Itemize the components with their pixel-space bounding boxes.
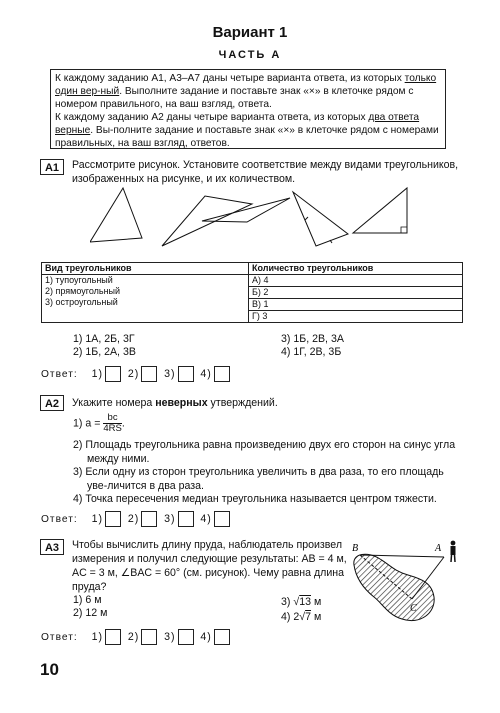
a3-opt3-radicand: 13 — [299, 596, 311, 608]
page-number: 10 — [40, 660, 59, 679]
a3-answer-box-3[interactable] — [178, 629, 194, 645]
a1-option-4: 4) 1Г, 2В, 3Б — [281, 346, 342, 358]
a1-option-2: 2) 1Б, 2А, 3В — [73, 346, 136, 358]
table-type-3: 3) остроугольный — [45, 297, 118, 307]
answer-num-3: 3) — [164, 631, 176, 643]
instr-p2-text: К каждому заданию А2 даны четыре варианта ответа, из которых — [55, 112, 369, 123]
a2-item-3: 3) Если одну из сторон треугольника увеличить в два раза, то его площадь уве-личится в два раза. — [73, 466, 444, 492]
a1-answer-box-3[interactable] — [178, 366, 194, 382]
answer-num-4: 4) — [200, 631, 212, 643]
a2-text-end: утверждений. — [207, 397, 278, 409]
a1-option-1: 1) 1А, 2Б, 3Г — [73, 333, 135, 345]
answer-num-1: 1) — [91, 513, 103, 525]
a3-answer-row — [41, 629, 233, 645]
table-type-1: 1) тупоугольный — [45, 275, 113, 285]
task-a1-label: А1 — [40, 159, 64, 175]
instructions-paragraph-1 — [55, 72, 441, 111]
fraction-denominator: 4RS — [103, 423, 122, 434]
table-type-2: 2) прямоугольный — [45, 286, 121, 296]
triangles-figure — [90, 184, 410, 252]
a2-item-1 — [73, 413, 125, 434]
triangles-table — [41, 262, 463, 323]
a2-item1-suffix: . — [121, 417, 125, 430]
a3-answer-box-4[interactable] — [214, 629, 230, 645]
a2-answer-box-2[interactable] — [141, 511, 157, 527]
point-label-b: B — [352, 543, 359, 554]
answer-num-4: 4) — [200, 513, 212, 525]
a1-answer-box-4[interactable] — [214, 366, 230, 382]
instr-p2-underlined: два ответа верные — [55, 112, 420, 136]
pond-figure — [350, 535, 462, 637]
a2-item1-fraction — [103, 413, 121, 434]
answer-num-2: 2) — [127, 368, 140, 380]
table-types-cell — [42, 275, 249, 323]
a3-opt4-prefix: 4) 2 — [281, 611, 300, 623]
instr-p2-text-end: . Вы-полните задание и поставьте знак «×» в клеточке рядом с номерами правильных, на ваш взгляд, ответов. — [55, 125, 439, 149]
answer-num-1: 1) — [91, 631, 103, 643]
instructions-box — [50, 69, 446, 149]
a3-option-3: 3) √13 м — [281, 596, 322, 608]
instr-p1-text-end: . Выполните задание и поставьте знак «×» в клеточке рядом с номером правильного, на ваш взгляд, ответа. — [55, 86, 414, 110]
a2-text-start: Укажите номера — [72, 397, 156, 409]
table-count-b: Б) 2 — [249, 287, 463, 299]
answer-num-2: 2) — [127, 513, 140, 525]
point-label-c: C — [410, 603, 417, 614]
part-title: ЧАСТЬ А — [218, 49, 282, 61]
a3-answer-box-2[interactable] — [141, 629, 157, 645]
a1-option-3: 3) 1Б, 2В, 3А — [281, 333, 344, 345]
triangle-obtuse-2 — [202, 198, 290, 222]
a1-answer-row — [41, 366, 233, 382]
a2-item1-prefix: 1) a = — [73, 417, 104, 430]
a3-answer-box-1[interactable] — [105, 629, 121, 645]
a2-answer-row — [41, 511, 233, 527]
task-a1-text: Рассмотрите рисунок. Установите соответствие между видами треугольников, изображенных на рисунке, и их количеством. — [72, 159, 459, 185]
instr-p1-underlined: только один вер-ный — [55, 73, 437, 97]
observer-icon — [451, 541, 456, 562]
task-a3-label: А3 — [40, 539, 64, 555]
triangle-right — [353, 188, 407, 233]
table-header-type: Вид треугольников — [42, 263, 249, 275]
table-count-a: А) 4 — [249, 275, 463, 287]
instructions-paragraph-2 — [55, 111, 441, 150]
answer-label: Ответ: — [41, 513, 78, 525]
a3-opt3-prefix: 3) — [281, 596, 294, 608]
table-header-count: Количество треугольников — [249, 263, 463, 275]
a3-option-2: 2) 12 м — [73, 607, 108, 619]
table-count-c: В) 1 — [249, 299, 463, 311]
table-count-d: Г) 3 — [249, 311, 463, 323]
a1-answer-box-2[interactable] — [141, 366, 157, 382]
task-a3-text: Чтобы вычислить длину пруда, наблюдатель произвел измерения и получил следующие результаты: AB = 4 м, AC = 3 м, ∠BAC = 60° (см. рисунок). Чему равна длина пруда? — [72, 539, 347, 593]
a2-text-bold: неверных — [155, 397, 208, 409]
a1-answer-box-1[interactable] — [105, 366, 121, 382]
a2-item-2: 2) Площадь треугольника равна произведению двух его сторон на синус угла между ними. — [73, 439, 456, 465]
variant-title: Вариант 1 — [212, 24, 288, 41]
instr-p1-text: К каждому заданию А1, А3–А7 даны четыре варианта ответа, из которых — [55, 73, 405, 84]
triangle-obtuse-3 — [293, 192, 348, 246]
answer-num-3: 3) — [164, 513, 176, 525]
a3-option-4: 4) 2√7 м — [281, 611, 322, 623]
point-label-a: A — [435, 543, 442, 554]
answer-label: Ответ: — [41, 368, 78, 380]
answer-label: Ответ: — [41, 631, 78, 643]
a3-option-1: 1) 6 м — [73, 594, 102, 606]
a2-answer-box-4[interactable] — [214, 511, 230, 527]
answer-num-1: 1) — [91, 368, 103, 380]
answer-num-3: 3) — [164, 368, 176, 380]
pond-shape — [354, 554, 434, 620]
a3-opt4-suffix: м — [311, 611, 322, 623]
a2-item-4: 4) Точка пересечения медиан треугольника называется центром тяжести. — [73, 493, 437, 505]
fraction-numerator: bc — [103, 413, 121, 424]
a2-answer-box-3[interactable] — [178, 511, 194, 527]
triangle-acute — [90, 188, 142, 242]
task-a2-text — [72, 396, 278, 410]
a3-opt3-suffix: м — [311, 596, 322, 608]
task-a2-label: А2 — [40, 395, 64, 411]
answer-num-4: 4) — [200, 368, 212, 380]
answer-num-2: 2) — [127, 631, 140, 643]
a3-opt4-radicand: 7 — [305, 611, 311, 623]
a2-answer-box-1[interactable] — [105, 511, 121, 527]
